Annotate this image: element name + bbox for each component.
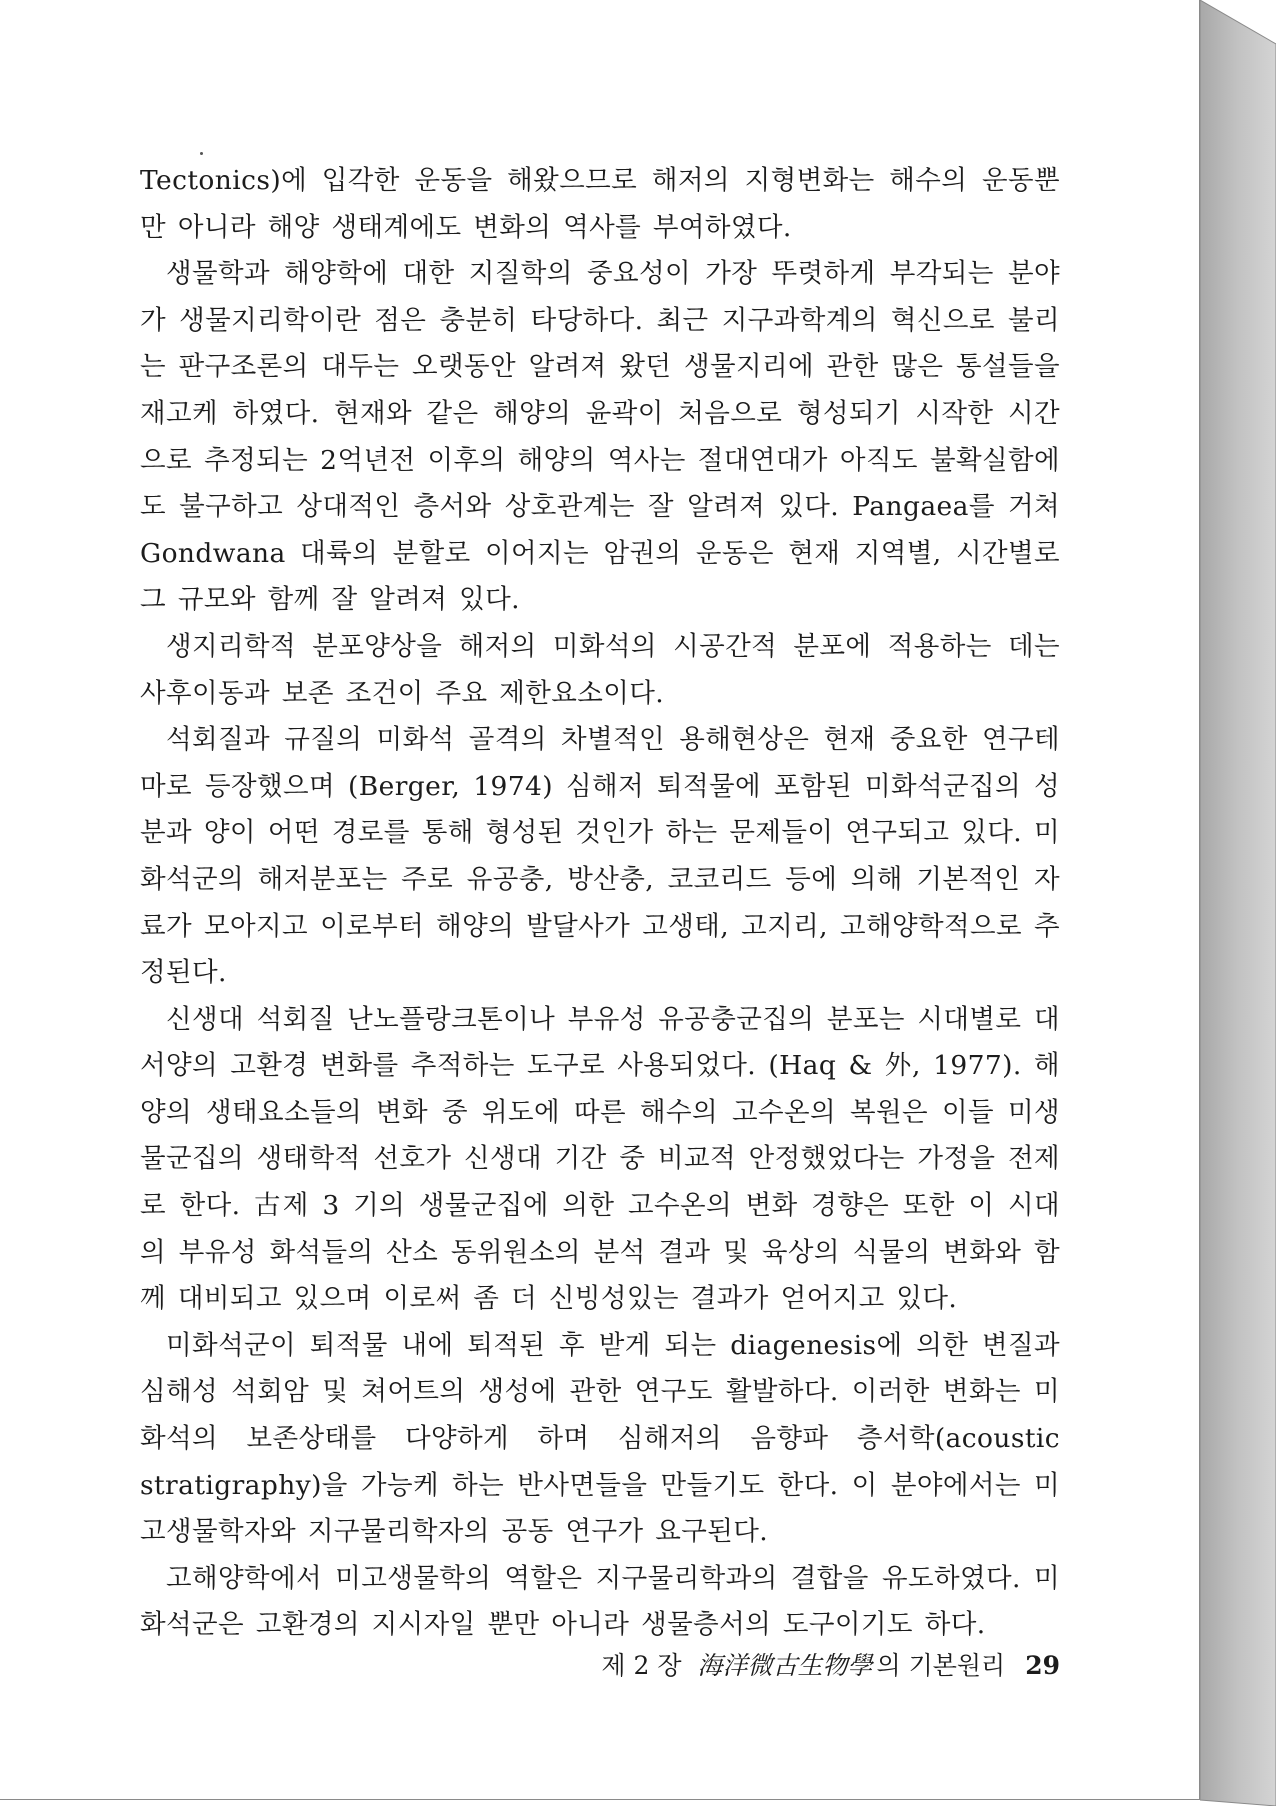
paragraph: Tectonics)에 입각한 운동을 해왔으므로 해저의 지형변화는 해수의 운동뿐만 아니라 해양 생태계에도 변화의 역사를 부여하였다. xyxy=(140,165,1060,243)
paragraph: 생물학과 해양학에 대한 지질학의 중요성이 가장 뚜렷하게 부각되는 분야가 생물지리학이란 점은 충분히 타당하다. 최근 지구과학계의 혁신으로 불리는 판구조론의 대두는 오랫동안 알려져 왔던 생물지리에 관한 많은 통설들을 재고케 하였다. 현재와 같은 해양의 윤곽이 처음으로 형성되기 시작한 시간으로 추정되는 2억년전 이후의 해양의 역사는 절대연대가 아직도 불확실함에도 불구하고 상대적인 층서와 상호관계는 잘 알려져 있다. Pangaea를 거쳐 Gondwana 대륙의 분할로 이어지는 암권의 운동은 현재 지역별, 시간별로 그 규모와 함께 잘 알려져 있다. xyxy=(140,258,1060,616)
book-edge-3d xyxy=(1200,0,1276,1806)
paragraph: 생지리학적 분포양상을 해저의 미화석의 시공간적 분포에 적용하는 데는 사후이동과 보존 조건이 주요 제한요소이다. xyxy=(140,630,1061,709)
footer-chapter: 제 2 장 xyxy=(601,1651,682,1680)
footer-title-hanja: 海洋微古生物學 xyxy=(697,1651,873,1680)
body-text xyxy=(140,158,1060,1649)
running-footer xyxy=(600,1646,1060,1682)
paragraph: 고해양학에서 미고생물학의 역할은 지구물리학과의 결합을 유도하였다. 미화석군은 고환경의 지시자일 뿐만 아니라 생물층서의 도구이기도 하다. xyxy=(140,1562,1060,1641)
paragraph: 미화석군이 퇴적물 내에 퇴적된 후 받게 되는 diagenesis에 의한 변질과 심해성 석회암 및 쳐어트의 생성에 관한 연구도 활발하다. 이러한 변화는 미화석의 보존상태를 다양하게 하며 심해저의 음향파 층서학(acoustic stratigraphy)을 가능케 하는 반사면들을 만들기도 한다. 이 분야에서는 미고생물학자와 지구물리학자의 공동 연구가 요구된다. xyxy=(140,1329,1060,1548)
footer-title-rest: 의 기본원리 xyxy=(876,1651,1006,1680)
paragraph: 석회질과 규질의 미화석 골격의 차별적인 용해현상은 현재 중요한 연구테마로 등장했으며 (Berger, 1974) 심해저 퇴적물에 포함된 미화석군집의 성분과 양이 어떤 경로를 통해 형성된 것인가 하는 문제들이 연구되고 있다. 미화석군의 해저분포는 주로 유공충, 방산충, 코코리드 등에 의해 기본적인 자료가 모아지고 이로부터 해양의 발달사가 고생태, 고지리, 고해양학적으로 추정된다. xyxy=(140,724,1060,989)
print-speck xyxy=(200,152,203,155)
paragraph: 신생대 석회질 난노플랑크톤이나 부유성 유공충군집의 분포는 시대별로 대서양의 고환경 변화를 추적하는 도구로 사용되었다. (Haq & 外, 1977). 해양의 생태요소들의 변화 중 위도에 따른 해수의 고수온의 복원은 이들 미생물군집의 생태학적 선호가 신생대 기간 중 비교적 안정했었다는 가정을 전제로 한다. 古제 3 기의 생물군집에 의한 고수온의 변화 경향은 또한 이 시대의 부유성 화석들의 산소 동위원소의 분석 결과 및 육상의 식물의 변화와 함께 대비되고 있으며 이로써 좀 더 신빙성있는 결과가 얻어지고 있다. xyxy=(140,1003,1060,1315)
page-number: 29 xyxy=(1025,1651,1060,1680)
